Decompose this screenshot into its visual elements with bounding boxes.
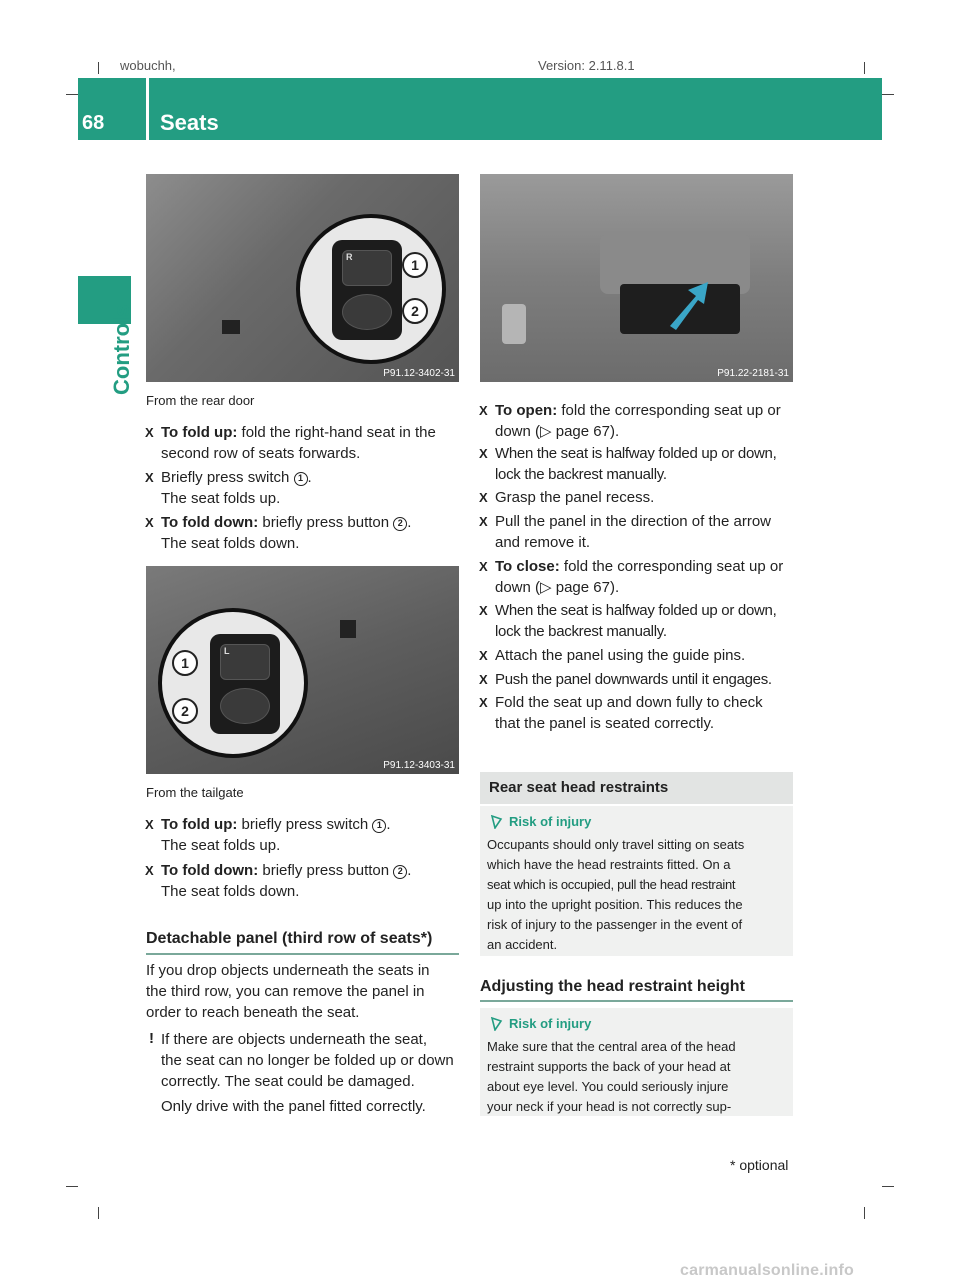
step-marker: X [145,863,154,878]
instruction-step [479,511,797,553]
warning-text [487,1037,793,1117]
step-text-line2: and remove it. [495,534,591,551]
instruction-step [479,400,797,442]
page-header [78,78,882,140]
step-text-line2: second row of seats forwards. [161,445,361,462]
step-text-line2: lock the backrest manually. [495,623,667,640]
crop-mark [864,1207,865,1219]
step-marker: X [479,403,488,418]
step-marker: X [479,446,488,461]
instruction-step [145,422,461,464]
step-marker: X [145,515,154,530]
fold-down-button [220,688,270,724]
para-line: If you drop objects underneath the seats in [146,962,430,979]
step-text: fold the corresponding seat up or [557,402,781,419]
photo-rear-door-switch [146,174,459,382]
step-label: To fold up: [161,424,238,441]
step-marker: X [145,425,154,440]
step-marker: X [145,470,154,485]
warning-icon [489,1017,503,1031]
step-text: fold the corresponding seat up or [559,558,784,575]
instruction-step [145,814,461,856]
step-text: Push the panel downwards until it engages. [495,671,772,688]
instruction-step [479,487,797,508]
callout-number-1: 1 [402,252,428,278]
step-text: When the seat is halfway folded up or down, [495,602,777,619]
step-text: briefly press button [258,862,394,879]
switch-panel [332,240,402,340]
instruction-step [145,467,461,509]
callout-magnifier [158,608,308,758]
warning-box [480,806,793,956]
warning-line: your neck if your head is not correctly sup- [487,1099,732,1114]
photo-code: P91.12-3403-31 [383,760,455,771]
step-text: Attach the panel using the guide pins. [495,647,746,664]
print-meta-left: wobuchh, [120,58,176,73]
button-number: 2 [393,865,407,879]
warning-line: risk of injury to the passenger in the event of [487,917,743,932]
warning-title: Risk of injury [509,1016,592,1031]
note-line: correctly. The seat could be damaged. [161,1073,415,1090]
step-result: The seat folds up. [161,837,281,854]
note-line: If there are objects underneath the seat, [161,1031,428,1048]
heading-detachable-panel: Detachable panel (third row of seats*) [146,930,433,947]
step-label: To fold down: [161,514,259,531]
button-number: 2 [393,517,407,531]
step-text-after: . [307,469,312,486]
step-text: Pull the panel in the direction of the arrow [495,513,771,530]
warning-line: Occupants should only travel sitting on seats [487,837,745,852]
step-text-line2: that the panel is seated correctly. [495,715,715,732]
warning-line: up into the upright position. This reduces the [487,897,743,912]
photo-code: P91.22-2181-31 [717,368,789,379]
step-label: To close: [495,558,560,575]
instruction-step [479,645,797,666]
step-marker: X [479,695,488,710]
instruction-step [479,669,797,690]
switch-number: 1 [372,819,386,833]
warning-line: restraint supports the back of your head at [487,1059,731,1074]
callout-magnifier [296,214,446,364]
step-text: When the seat is halfway folded up or down, [495,445,777,462]
footnote: * optional [730,1157,789,1173]
page-number: 68 [82,112,105,134]
crop-mark [882,94,894,95]
photo-caption: From the tailgate [146,785,244,800]
instruction-step [479,556,797,598]
arrow-icon [660,274,720,334]
photo-tailgate-switch [146,566,459,774]
print-meta-right: Version: 2.11.8.1 [538,58,635,73]
step-marker: X [145,817,154,832]
step-marker: X [479,514,488,529]
warning-icon [489,815,503,829]
section-title: Seats [160,110,219,135]
crop-mark [98,62,99,74]
step-text-line2: down (▷ page 67). [495,579,620,596]
note-paragraph [161,1029,465,1117]
para-line: the third row, you can remove the panel in [146,983,425,1000]
step-label: To fold up: [161,816,238,833]
step-text: fold the right-hand seat in the [237,424,436,441]
step-result: The seat folds up. [161,490,281,507]
note-line: the seat can no longer be folded up or down [161,1052,454,1069]
step-text: Grasp the panel recess. [495,489,655,506]
note-icon: ! [149,1030,154,1047]
para-line: order to reach beneath the seat. [146,1004,360,1021]
instruction-step [479,600,797,642]
step-result: The seat folds down. [161,883,300,900]
step-marker: X [479,559,488,574]
crop-mark [882,1186,894,1187]
step-marker: X [479,648,488,663]
step-marker: X [479,603,488,618]
step-text: Fold the seat up and down fully to check [495,694,763,711]
warning-line: about eye level. You could seriously injure [487,1079,729,1094]
watermark: carmanualsonline.info [680,1262,855,1279]
heading-underline [480,1000,793,1002]
side-letter: L [224,646,230,656]
step-text-after: . [407,514,412,531]
photo-code: P91.12-3402-31 [383,368,455,379]
instruction-step [479,692,797,734]
header-divider [146,78,149,140]
heading-adjust-height: Adjusting the head restraint height [480,978,745,995]
heading-rear-head-restraints: Rear seat head restraints [480,772,793,804]
callout-number-2: 2 [402,298,428,324]
step-text-line2: down (▷ page 67). [495,423,620,440]
step-label: To fold down: [161,862,259,879]
warning-text [487,835,793,955]
photo-detachable-panel [480,174,793,382]
warning-box [480,1008,793,1116]
instruction-step [145,860,461,902]
step-text-after: . [386,816,391,833]
side-tab-label: Controls [109,304,134,395]
heading-underline [146,953,459,955]
step-marker: X [479,490,488,505]
step-text-line2: lock the backrest manually. [495,466,667,483]
photo-caption: From the rear door [146,393,255,408]
warning-line: Make sure that the central area of the head [487,1039,736,1054]
intro-paragraph [146,960,462,1023]
callout-number-2: 2 [172,698,198,724]
instruction-step [479,443,797,485]
step-text-after: . [407,862,412,879]
warning-line: seat which is occupied, pull the head restraint [487,877,736,892]
step-result: The seat folds down. [161,535,300,552]
crop-mark [864,62,865,74]
callout-number-1: 1 [172,650,198,676]
fold-down-button [342,294,392,330]
crop-mark [66,1186,78,1187]
step-text: Briefly press switch [161,469,294,486]
instruction-step [145,512,461,554]
warning-line: which have the head restraints fitted. On a [487,857,731,872]
step-text: briefly press button [258,514,394,531]
crop-mark [66,94,78,95]
step-text: briefly press switch [237,816,373,833]
side-letter: R [346,252,353,262]
note-line: Only drive with the panel fitted correctly. [161,1098,426,1115]
tailgate-switch-small [340,620,356,638]
warning-line: an accident. [487,937,558,952]
crop-mark [98,1207,99,1219]
door-switch-small [222,320,240,334]
door-latch [502,304,526,344]
warning-title: Risk of injury [509,814,592,829]
switch-number: 1 [294,472,308,486]
switch-panel [210,634,280,734]
step-label: To open: [495,402,558,419]
step-marker: X [479,672,488,687]
